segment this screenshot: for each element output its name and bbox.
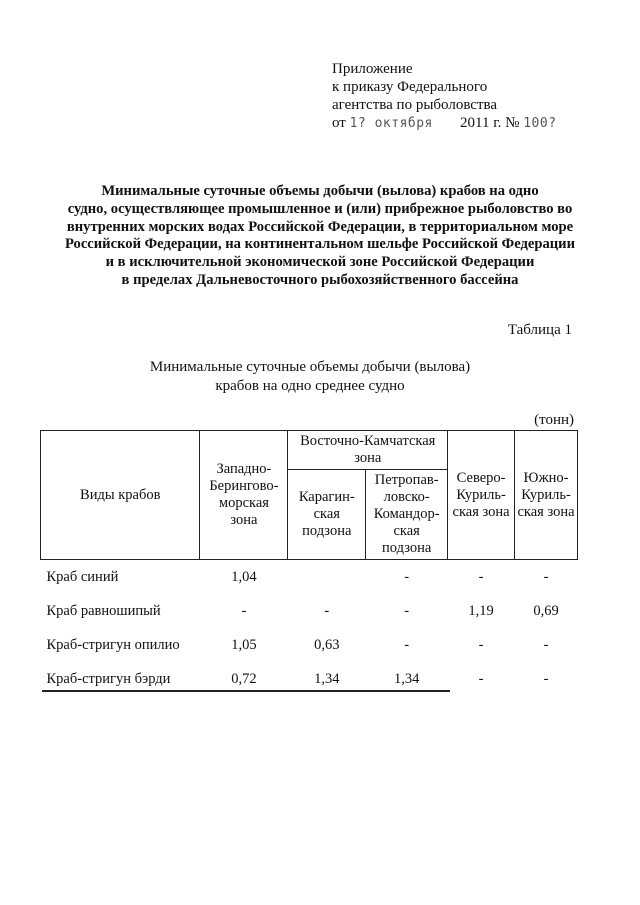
title-line-4: Российской Федерации, на континентальном шельфе Российской Федерации: [64, 236, 576, 253]
cell-karaginskaya: [288, 560, 366, 595]
cell-south-kuril: -: [543, 670, 549, 687]
header-text: Восточно-Камчатская: [300, 433, 436, 449]
cell-south-kuril: -: [543, 636, 549, 653]
title-line-6: в пределах Дальневосточного рыбохозяйственного бассейна: [121, 271, 519, 288]
header-text: зона: [354, 450, 382, 466]
species-name: Краб-стригун бэрди: [46, 670, 171, 687]
appendix-header: [332, 60, 557, 133]
date-day-month-stamp: 1? октября: [349, 116, 433, 131]
header-karaginskaya: [288, 470, 366, 560]
cell-north-kuril: -: [478, 670, 484, 687]
header-text: морская: [218, 495, 269, 511]
species-name: Краб равношипый: [46, 602, 161, 619]
cell-karaginskaya: 0,63: [314, 636, 340, 653]
header-text: Петропав-: [374, 472, 439, 488]
title-line-1: Минимальные суточные объемы добычи (вылова) крабов на одно: [101, 183, 539, 199]
species-name: Краб-стригун опилио: [46, 636, 180, 653]
cell-north-kuril: -: [478, 568, 484, 585]
table-row: [41, 594, 578, 628]
cell-west-bering: -: [241, 602, 247, 619]
cell-west-bering: 1,04: [231, 568, 257, 585]
header-text: Берингово-: [209, 478, 279, 494]
header-text: Куриль-: [521, 486, 571, 503]
header-text: ская зона: [452, 503, 510, 520]
title-line-3: внутренних морских водах Российской Федерации, в территориальном море: [66, 218, 574, 235]
cell-south-kuril: 0,69: [533, 602, 559, 619]
subtitle-line-2: крабов на одно среднее судно: [215, 378, 405, 394]
header-west-bering: [200, 431, 288, 560]
table-row: [41, 560, 578, 595]
order-number-stamp: 100?: [523, 116, 557, 131]
units-label: (тонн): [534, 412, 574, 428]
header-text: Южно-: [523, 469, 569, 486]
header-text: ская: [393, 523, 420, 539]
header-text: Северо-: [456, 469, 506, 486]
cell-north-kuril: -: [478, 636, 484, 653]
subtitle-line-1: Минимальные суточные объемы добычи (вылова): [149, 359, 471, 375]
cell-karaginskaya: 1,34: [314, 670, 340, 687]
species-name: Краб синий: [46, 568, 119, 585]
header-north-kuril: [448, 431, 515, 560]
date-prefix: от: [332, 115, 346, 131]
cell-north-kuril: 1,19: [468, 602, 494, 619]
table-row: [41, 628, 578, 662]
date-year-label: 2011 г. №: [460, 115, 520, 131]
cell-petropavlovsko: -: [404, 602, 410, 619]
appendix-line-1: Приложение: [332, 61, 413, 77]
header-text: ловско-: [383, 489, 430, 505]
cell-petropavlovsko: -: [404, 568, 410, 585]
table-label: Таблица 1: [507, 322, 572, 338]
header-text: ская: [313, 506, 340, 522]
cell-petropavlovsko: 1,34: [393, 670, 420, 687]
header-species: [41, 431, 200, 560]
title-line-2: судно, осуществляющее промышленное и (или) прибрежное рыболовство во: [67, 200, 573, 217]
title-line-5: и в исключительной экономической зоне Российской Федерации: [105, 254, 535, 271]
header-text: Куриль-: [456, 486, 506, 503]
date-year-number: [460, 114, 557, 133]
document-title: [30, 183, 610, 290]
header-east-kamchatka: [288, 431, 448, 470]
cell-petropavlovsko: -: [404, 636, 410, 653]
header-text: подзона: [382, 540, 432, 556]
table-bottom-rule: [42, 690, 450, 692]
header-text: ская зона: [517, 503, 575, 520]
cell-south-kuril: -: [543, 568, 549, 585]
header-text: зона: [230, 512, 258, 528]
cell-karaginskaya: -: [324, 602, 330, 619]
header-petropavlovsko: [366, 470, 448, 560]
header-text: Западно-: [216, 461, 272, 477]
appendix-line-3: агентства по рыболовства: [332, 97, 498, 113]
crab-catch-table: [40, 430, 578, 696]
header-south-kuril: [515, 431, 578, 560]
table-subtitle: [140, 358, 480, 396]
cell-west-bering: 1,05: [231, 636, 257, 653]
appendix-line-2: к приказу Федерального: [332, 79, 488, 95]
header-text: Командор-: [373, 506, 440, 522]
header-text: подзона: [302, 523, 352, 539]
appendix-date-line: [332, 114, 557, 133]
cell-west-bering: 0,72: [231, 670, 257, 687]
header-species-label: Виды крабов: [80, 486, 161, 503]
header-text: Карагин-: [298, 489, 355, 505]
